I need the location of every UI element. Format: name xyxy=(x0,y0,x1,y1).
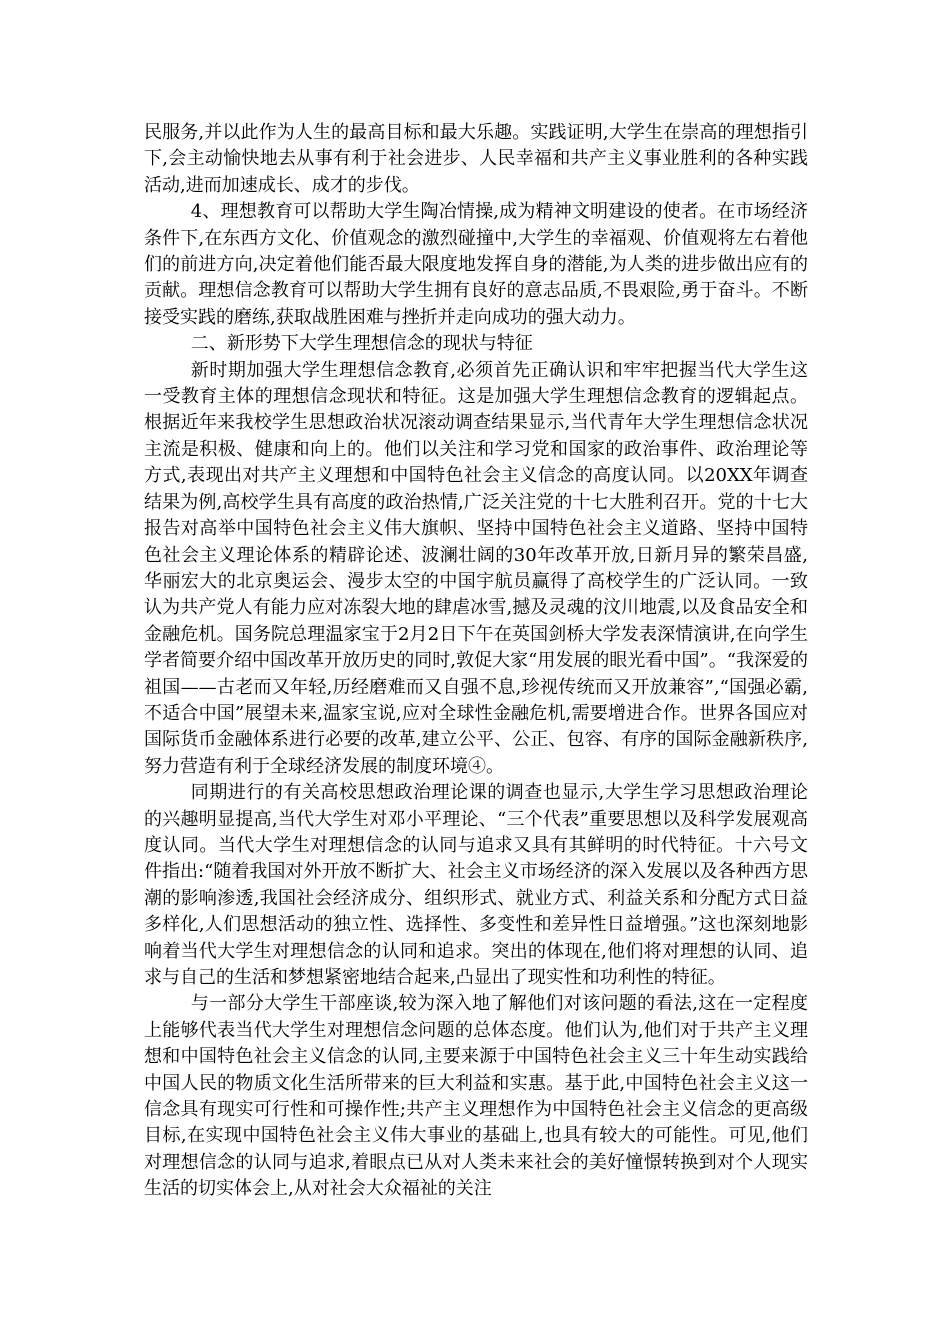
paragraph-discussion: 与一部分大学生干部座谈,较为深入地了解他们对该问题的看法,这在一定程度上能够代表当代大学生对理想信念问题的总体态度。他们认为,他们对于共产主义理想和中国特色社会主义信念的认同,主要来源于中国特色社会主义三十年生动实践给中国人民的物质文化生活所带来的巨大利益和实惠。基于此,中国特色社会主义这一信念具有现实可行性和可操作性;共产主义理想作为中国特色社会主义信念的更高级目标,在实现中国特色社会主义伟大事业的基础上,也具有较大的可能性。可见,他们对理想信念的认同与追求,着眼点已从对人类未来社会的美好憧憬转换到对个人现实生活的切实体会上,从对社会大众福祉的关注 xyxy=(144,993,808,1200)
document-page xyxy=(144,120,808,1203)
paragraph-ideal-education-4: 4、理想教育可以帮助大学生陶冶情操,成为精神文明建设的使者。在市场经济条件下,在东西方文化、价值观念的激烈碰撞中,大学生的幸福观、价值观将左右着他们的前进方向,决定着他们能否最大限度地发挥自身的潜能,为人类的进步做出应有的贡献。理想信念教育可以帮助大学生拥有良好的意志品质,不畏艰险,勇于奋斗。不断接受实践的磨练,获取战胜困难与挫折并走向成功的强大动力。 xyxy=(144,201,808,328)
paragraph-survey: 同期进行的有关高校思想政治理论课的调查也显示,大学生学习思想政治理论的兴趣明显提高,当代大学生对邓小平理论、“三个代表”重要思想以及科学发展观高度认同。当代大学生对理想信念的认同与追求又具有其鲜明的时代特征。十六号文件指出:“随着我国对外开放不断扩大、社会主义市场经济的深入发展以及各种西方思潮的影响渗透,我国社会经济成分、组织形式、就业方式、利益关系和分配方式日益多样化,人们思想活动的独立性、选择性、多变性和差异性日益增强。”这也深刻地影响着当代大学生对理想信念的认同和追求。突出的体现在,他们将对理想的认同、追求与自己的生活和梦想紧密地结合起来,凸显出了现实性和功利性的特征。 xyxy=(144,782,808,988)
paragraph-continuation: 民服务,并以此作为人生的最高目标和最大乐趣。实践证明,大学生在崇高的理想指引下,会主动愉快地去从事有利于社会进步、人民幸福和共产主义事业胜利的各种实践活动,进而加速成长、成才的步伐。 xyxy=(144,122,808,196)
paragraph-new-era: 新时期加强大学生理想信念教育,必须首先正确认识和牢牢把握当代大学生这一受教育主体的理想信念现状和特征。这是加强大学生理想信念教育的逻辑起点。根据近年来我校学生思想政治状况滚动调查结果显示,当代青年大学生理想信念状况主流是积极、健康和向上的。他们以关注和学习党和国家的政治事件、政治理论等方式,表现出对共产主义理想和中国特色社会主义信念的高度认同。以20XX年调查结果为例,高校学生具有高度的政治热情,广泛关注党的十七大胜利召开。党的十七大报告对高举中国特色社会主义伟大旗帜、坚持中国特色社会主义道路、坚持中国特色社会主义理论体系的精辟论述、波澜壮阔的30年改革开放,日新月异的繁荣昌盛,华丽宏大的北京奥运会、漫步太空的中国宇航员赢得了高校学生的广泛认同。一致认为共产党人有能力应对冻裂大地的肆虐冰雪,撼及灵魂的汶川地震,以及食品安全和金融危机。国务院总理温家宝于2月2日下午在英国剑桥大学发表深情演讲,在向学生学者简要介绍中国改革开放历史的同时,敦促大家“用发展的眼光看中国”。“我深爱的祖国——古老而又年轻,历经磨难而又自强不息,珍视传统而又开放兼容”,“国强必霸,不适合中国”展望未来,温家宝说,应对全球性金融危机,需要增进合作。世界各国应对国际货币金融体系进行必要的改革,建立公平、公正、包容、有序的国际金融新秩序,努力营造有利于全球经济发展的制度环境④。 xyxy=(144,359,808,777)
section-heading: 二、新形势下大学生理想信念的现状与特征 xyxy=(190,333,533,355)
